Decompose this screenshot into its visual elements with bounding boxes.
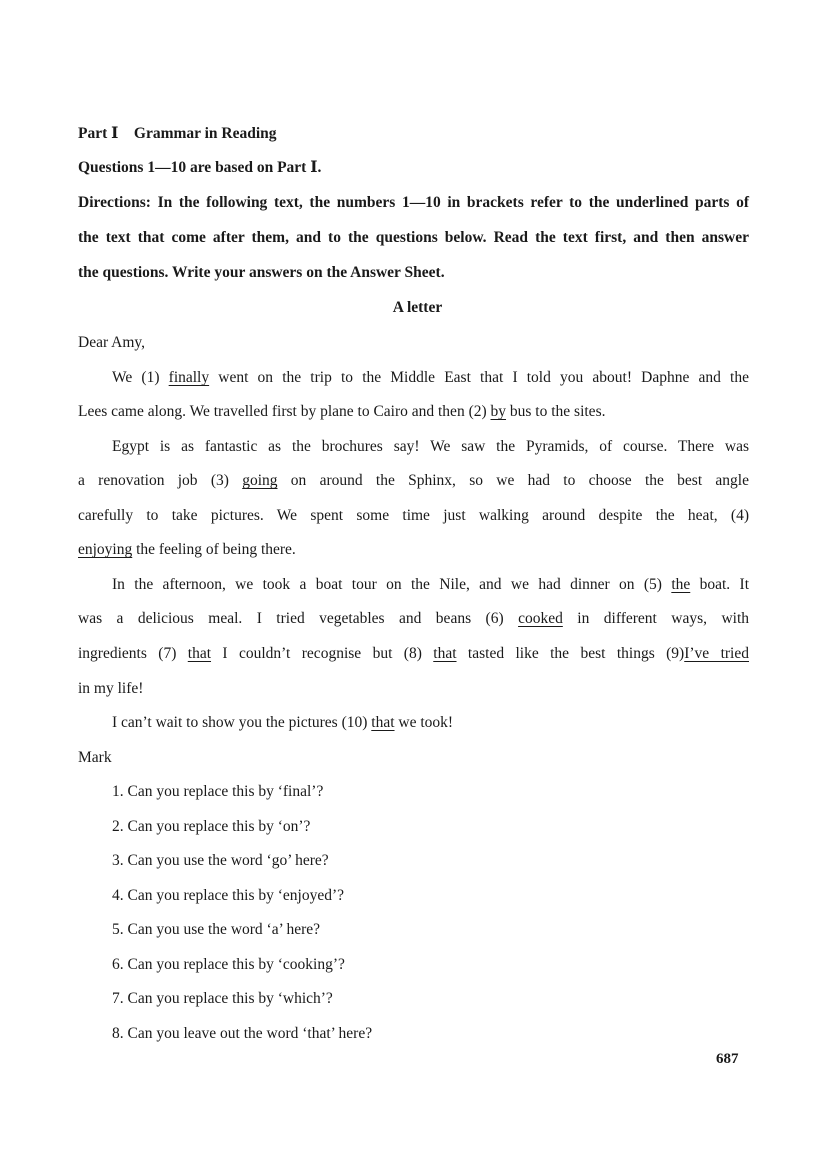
paragraph-4-line-1 — [112, 713, 749, 733]
text-span: In the afternoon, we took a boat tour on the Nile, and we had dinner on (5) — [112, 576, 672, 593]
question-8: 8. Can you leave out the word ‘that’ here? — [112, 1025, 373, 1042]
text-span: the feeling of being there. — [132, 541, 296, 558]
paragraph-2-line-4 — [78, 540, 749, 560]
paragraph-3-line-3 — [78, 644, 749, 664]
text-span: boat. It — [690, 576, 750, 593]
text-span: was a delicious meal. I tried vegetables and beans (6) — [78, 610, 519, 627]
text-span: went on the trip to the Middle East that I told you about! Daphne and the — [209, 369, 749, 386]
question-4: 4. Can you replace this by ‘enjoyed’? — [112, 887, 344, 904]
text-span: Lees came along. We travelled first by plane to Cairo and then (2) — [78, 403, 491, 420]
signature: Mark — [78, 749, 112, 766]
directions-label: Directions: — [78, 194, 151, 211]
text-span: ingredients (7) — [78, 645, 188, 662]
underlined-item-1: finally — [168, 369, 210, 386]
paragraph-1-line-2 — [78, 402, 749, 422]
part-heading — [78, 124, 749, 144]
directions-line-2: the text that come after them, and to the questions below. Read the text first, and then answer — [78, 229, 749, 246]
paragraph-2-line-3: carefully to take pictures. We spent some time just walking around despite the heat, (4) — [78, 507, 749, 524]
text-span: We (1) — [112, 369, 169, 386]
directions-text-1: In the following text, the numbers 1—10 in brackets refer to the underlined parts of — [157, 194, 750, 211]
text-span: in different ways, with — [562, 610, 750, 627]
letter-title: A letter — [392, 299, 443, 316]
text-span: we took! — [394, 714, 454, 731]
paragraph-3-line-4: in my life! — [78, 680, 144, 697]
text-span: on around the Sphinx, so we had to choose the best angle — [277, 472, 749, 489]
underlined-item-3: going — [242, 472, 278, 489]
underlined-item-8: that — [433, 645, 457, 662]
directions-line-3: the questions. Write your answers on the Answer Sheet. — [78, 264, 445, 281]
underlined-item-2: by — [490, 403, 507, 420]
underlined-item-6: cooked — [518, 610, 563, 627]
part-label: Part Ⅰ — [78, 125, 119, 142]
paragraph-2-line-1: Egypt is as fantastic as the brochures say! We saw the Pyramids, of course. There was — [112, 438, 749, 455]
question-1: 1. Can you replace this by ‘final’? — [112, 783, 324, 800]
text-span: tasted like the best things (9) — [456, 645, 685, 662]
paragraph-3-line-1 — [112, 575, 749, 595]
underlined-item-5: the — [671, 576, 691, 593]
question-3: 3. Can you use the word ‘go’ here? — [112, 852, 329, 869]
paragraph-3-line-2 — [78, 609, 749, 629]
underlined-item-10: that — [371, 714, 395, 731]
paragraph-1-line-1 — [112, 368, 749, 388]
directions-line-1 — [78, 193, 749, 213]
questions-intro: Questions 1—10 are based on Part Ⅰ. — [78, 159, 322, 176]
text-span: I can’t wait to show you the pictures (10) — [112, 714, 372, 731]
text-span: bus to the sites. — [506, 403, 606, 420]
part-title: Grammar in Reading — [133, 125, 277, 142]
paragraph-2-line-2 — [78, 471, 749, 491]
question-5: 5. Can you use the word ‘a’ here? — [112, 921, 321, 938]
underlined-item-7: that — [187, 645, 212, 662]
underlined-item-9: I’ve tried — [684, 645, 749, 662]
text-span: a renovation job (3) — [78, 472, 243, 489]
underlined-item-4: enjoying — [78, 541, 133, 558]
question-7: 7. Can you replace this by ‘which’? — [112, 990, 333, 1007]
page-number: 687 — [716, 1051, 739, 1067]
question-6: 6. Can you replace this by ‘cooking’? — [112, 956, 345, 973]
salutation: Dear Amy, — [78, 334, 146, 351]
text-span: I couldn’t recognise but (8) — [211, 645, 434, 662]
question-2: 2. Can you replace this by ‘on’? — [112, 818, 311, 835]
